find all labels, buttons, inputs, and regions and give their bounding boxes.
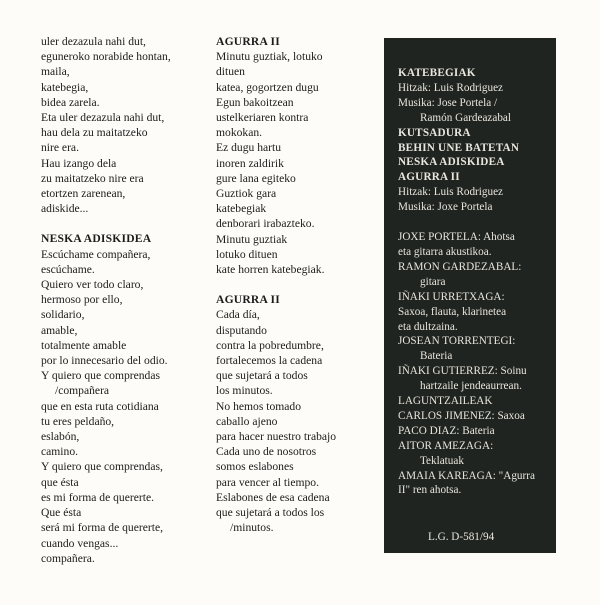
credits-heading: KATEBEGIAK — [398, 67, 476, 79]
text-line: eta gitarra akustikoa. — [398, 245, 492, 258]
text-line: cuando vengas... — [41, 536, 119, 550]
text-line: AITOR AMEZAGA: — [398, 439, 494, 452]
text-line: JOXE PORTELA: Ahotsa — [398, 231, 515, 244]
lyrics-verse — [41, 247, 171, 566]
text-line: contra la pobredumbre, — [216, 338, 324, 352]
text-line: Saxoa, flauta, klarinetea — [398, 305, 507, 318]
text-line: AMAIA KAREAGA: "Agurra — [398, 469, 535, 482]
text-line: Musika: Jose Portela / — [398, 96, 498, 109]
text-line: RAMON GARDEZABAL: — [398, 260, 522, 273]
lyrics-column-middle — [216, 34, 336, 536]
text-line: para vencer al tiempo. — [216, 475, 320, 489]
text-line: Egun bakoitzean — [216, 95, 294, 109]
text-line: que en esta ruta cotidiana — [41, 399, 159, 413]
text-line: inoren zaldirik — [216, 156, 284, 170]
credits-list — [398, 66, 556, 498]
text-line: mokokan. — [216, 126, 263, 140]
text-line: hau dela zu maitatzeko — [41, 126, 148, 140]
text-line: Minutu guztiak — [216, 232, 288, 246]
text-line: que sujetará a todos — [216, 369, 308, 383]
text-line: Quiero ver todo claro, — [41, 278, 144, 292]
text-line: gure lana egiteko — [216, 171, 296, 185]
text-line: Eta uler dezazula nahi dut, — [41, 111, 165, 125]
text-line: katebegiak — [216, 202, 267, 216]
text-line: No hemos tomado — [216, 399, 302, 413]
text-line: amable, — [41, 323, 78, 337]
text-line: solidario, — [41, 308, 85, 322]
text-line: es mi forma de quererte. — [41, 490, 154, 504]
text-line: somos eslabones — [216, 460, 294, 474]
text-line: fortalecemos la cadena — [216, 354, 323, 368]
text-line: eta dultzaina. — [398, 320, 458, 333]
text-line: /compañera — [55, 384, 110, 398]
text-line: IÑAKI GUTIERREZ: Soinu — [398, 365, 527, 378]
text-line: eslabón, — [41, 430, 80, 444]
text-line: II" ren ahotsa. — [398, 484, 462, 497]
text-line: que sujetará a todos los — [216, 506, 325, 520]
text-line: CARLOS JIMENEZ: Saxoa — [398, 409, 525, 422]
text-line: totalmente amable — [41, 338, 127, 352]
text-line: Y quiero que comprendas, — [41, 460, 163, 474]
text-line: camino. — [41, 445, 79, 459]
credits-heading: AGURRA II — [398, 171, 460, 184]
text-line: Escúchame compañera, — [41, 247, 151, 261]
text-line: katea, gogortzen dugu — [216, 80, 319, 94]
text-line: PACO DIAZ: Bateria — [398, 424, 495, 437]
text-line: denborari irabazteko. — [216, 217, 315, 231]
credits-heading: BEHIN UNE BATETAN — [398, 141, 520, 154]
text-line: tu eres peldaño, — [41, 414, 115, 428]
song-heading: AGURRA II — [216, 293, 280, 307]
text-line: Hitzak: Luis Rodriguez — [398, 81, 504, 94]
text-line: adiskide... — [41, 202, 89, 216]
text-line: escúchame. — [41, 262, 95, 276]
text-line: Musika: Joxe Portela — [398, 201, 493, 214]
text-line: nire era. — [41, 141, 79, 155]
text-line: que ésta — [41, 475, 79, 489]
text-line: Teklatuak — [420, 454, 464, 467]
text-line: compañera. — [41, 551, 95, 565]
text-line: maila, — [41, 65, 70, 79]
credits-heading: NESKA ADISKIDEA — [398, 156, 505, 169]
text-line: Cada uno de nosotros — [216, 445, 317, 459]
lyrics-verse — [216, 307, 336, 535]
text-line: IÑAKI URRETXAGA: — [398, 290, 505, 303]
text-line: eguneroko norabide hontan, — [41, 50, 171, 64]
text-line: JOSEAN TORRENTEGI: — [398, 335, 516, 348]
text-line: Eslabones de esa cadena — [216, 490, 330, 504]
credits-heading: KUTSADURA — [398, 126, 471, 139]
text-line: hermoso por ello, — [41, 293, 123, 307]
text-line: ustelkeriaren kontra — [216, 111, 309, 125]
text-line: disputando — [216, 323, 267, 337]
song-heading: AGURRA II — [216, 35, 280, 48]
legal-deposit: L.G. D-581/94 — [428, 531, 495, 544]
text-line: Guztiok gara — [216, 187, 277, 201]
spacer — [398, 215, 556, 230]
text-line: Bateria — [420, 350, 453, 363]
song-heading: NESKA ADISKIDEA — [41, 232, 152, 246]
lyrics-verse — [216, 49, 336, 277]
text-line: LAGUNTZAILEAK — [398, 395, 493, 408]
lyrics-verse — [41, 34, 171, 216]
text-line: katebegia, — [41, 80, 89, 94]
text-line: dituen — [216, 65, 245, 79]
text-line: hartzaile jendeaurrean. — [420, 380, 522, 393]
text-line: /minutos. — [230, 521, 274, 535]
text-line: Cada día, — [216, 308, 260, 322]
text-line: kate horren katebegiak. — [216, 263, 325, 277]
text-line: lotuko dituen — [216, 247, 278, 261]
text-line: gitara — [420, 275, 446, 288]
text-line: Minutu guztiak, lotuko — [216, 50, 323, 64]
text-line: caballo ajeno — [216, 414, 278, 428]
lyrics-column-left — [41, 34, 171, 566]
credits-panel — [384, 38, 556, 553]
text-line: para hacer nuestro trabajo — [216, 430, 337, 444]
text-line: será mi forma de quererte, — [41, 521, 163, 535]
text-line: Ramón Gardeazabal — [420, 111, 512, 124]
text-line: uler dezazula nahi dut, — [41, 35, 146, 48]
text-line: Y quiero que comprendas — [41, 369, 161, 383]
text-line: etortzen zarenean, — [41, 187, 126, 201]
text-line: Hitzak: Luis Rodriguez — [398, 186, 504, 199]
text-line: los minutos. — [216, 384, 273, 398]
text-line: por lo innecesario del odio. — [41, 354, 168, 368]
text-line: zu maitatzeko nire era — [41, 171, 144, 185]
text-line: Hau izango dela — [41, 156, 117, 170]
text-line: bidea zarela. — [41, 95, 100, 109]
text-line: Que ésta — [41, 506, 82, 520]
text-line: Ez dugu hartu — [216, 141, 282, 155]
